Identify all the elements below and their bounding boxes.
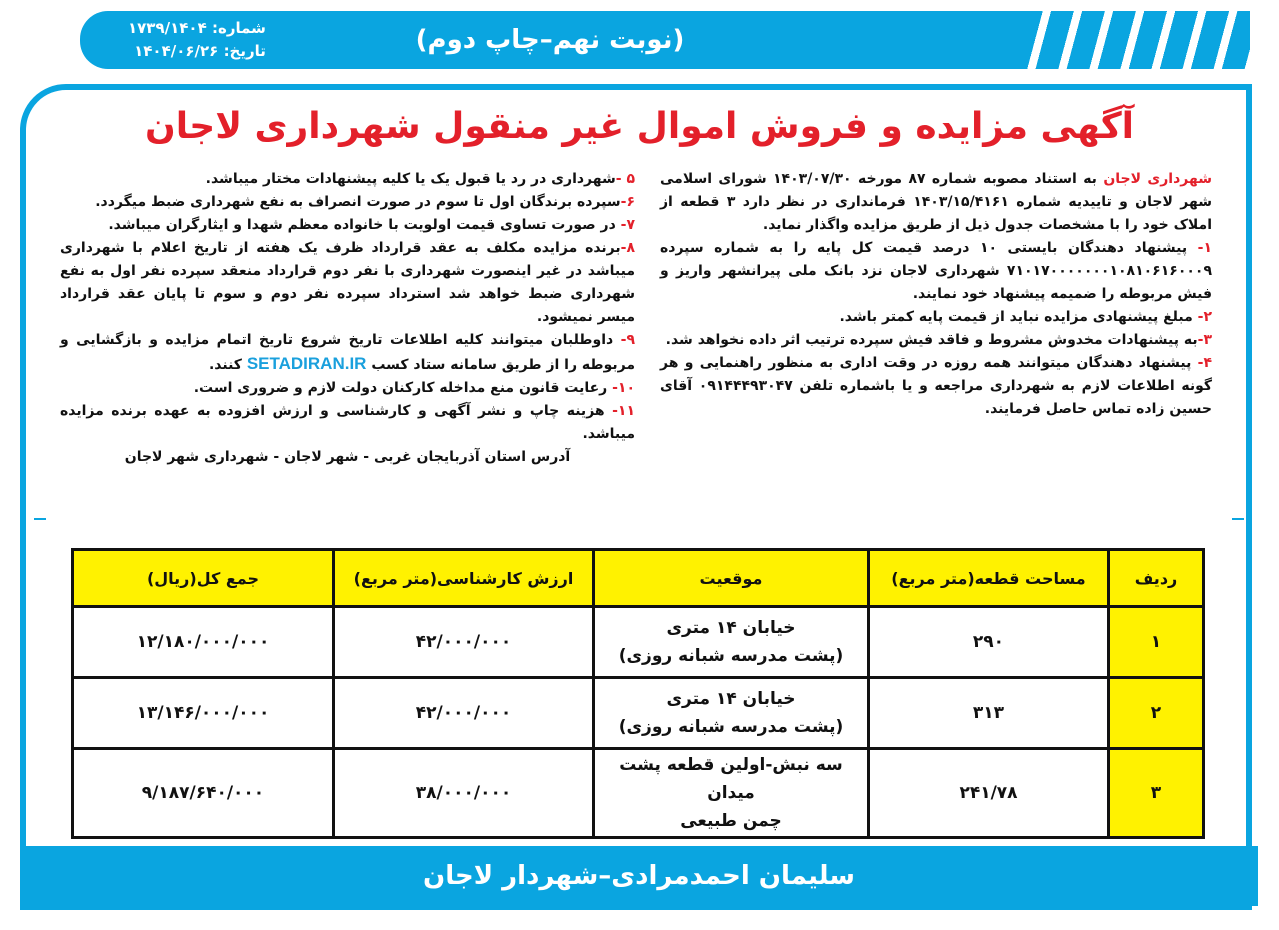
number-label: شماره: xyxy=(211,19,266,37)
area: ۲۴۱/۷۸ xyxy=(869,749,1109,838)
area: ۳۱۳ xyxy=(869,678,1109,749)
condition-item xyxy=(60,400,635,446)
right-column xyxy=(660,168,1212,421)
location-line: (پشت مدرسه شبانه روزی) xyxy=(618,646,844,666)
item-number: ۵ - xyxy=(615,171,635,187)
appraisal-value: ۳۸/۰۰۰/۰۰۰ xyxy=(334,749,594,838)
location-line: چمن طبیعی xyxy=(680,811,782,831)
left-column xyxy=(60,168,635,469)
condition-item xyxy=(60,191,635,214)
item-text: در صورت تساوی قیمت اولویت با خانواده معظم شهدا و ایثارگران میباشد. xyxy=(108,217,621,233)
condition-item xyxy=(60,214,635,237)
item-number: ۹- xyxy=(620,332,635,348)
location xyxy=(594,749,869,838)
col-area: مساحت قطعه(متر مربع) xyxy=(869,550,1109,607)
row-number: ۳ xyxy=(1109,749,1204,838)
appraisal-value: ۴۲/۰۰۰/۰۰۰ xyxy=(334,678,594,749)
date-label: تاریخ: xyxy=(223,42,266,60)
intro-municipality: شهرداری لاجان xyxy=(1103,171,1213,187)
item-text: هزینه چاپ و نشر آگهی و کارشناسی و ارزش افزوده به عهده برنده مزایده میباشد. xyxy=(60,403,635,442)
location-line: خیابان ۱۴ متری xyxy=(666,618,796,638)
condition-item xyxy=(660,306,1212,329)
decorative-stripes xyxy=(1020,11,1250,69)
intro-paragraph xyxy=(660,168,1212,237)
item-text: به پیشنهادات مخدوش مشروط و فاقد فیش سپرده ترتیب اثر داده نخواهد شد. xyxy=(665,332,1198,348)
address: آدرس استان آذربایجان غربی - شهر لاجان - شهرداری شهر لاجان xyxy=(124,449,571,465)
condition-item xyxy=(660,352,1212,421)
frame-tick xyxy=(34,518,46,520)
item-number: ۶- xyxy=(620,194,635,210)
col-row-number: ردیف xyxy=(1109,550,1204,607)
intro-text: به استناد مصوبه شماره ۸۷ مورخه ۱۴۰۳/۰۷/۳۰ شورای اسلامی شهر لاجان و تاییدیه شماره ۱۴۰۳/۱۵/۴۱۶۱ فرمانداری در نظر دارد ۳ قطعه از املاک خود را با مشخصات جدول ذیل از طریق مزایده واگذار نماید. xyxy=(660,171,1212,233)
col-total: جمع کل(ریال) xyxy=(73,550,334,607)
col-location: موقعیت xyxy=(594,550,869,607)
condition-item xyxy=(660,329,1212,352)
properties-table xyxy=(71,548,1205,839)
location-line: (پشت مدرسه شبانه روزی) xyxy=(618,717,844,737)
location xyxy=(594,607,869,678)
condition-item xyxy=(60,168,635,191)
item-number: ۸- xyxy=(620,240,635,256)
mayor-signature: سلیمان احمدمرادی–شهردار لاجان xyxy=(20,846,1258,906)
item-text: کنند. xyxy=(208,357,247,373)
total-value: ۹/۱۸۷/۶۴۰/۰۰۰ xyxy=(73,749,334,838)
item-text: مبلغ پیشنهادی مزایده نباید از قیمت پایه کمتر باشد. xyxy=(839,309,1198,325)
page-title: آگهی مزایده و فروش اموال غیر منقول شهرداری لاجان xyxy=(145,106,1134,147)
item-text: رعایت قانون منع مداخله کارکنان دولت لازم و ضروری است. xyxy=(193,380,613,396)
row-number: ۱ xyxy=(1109,607,1204,678)
item-text: پیشنهاد دهندگان بایستی ۱۰ درصد قیمت کل پایه را به شماره سپرده ۷۱۰۱۷۰۰۰۰۰۰۰۱۰۸۱۰۶۱۶۰۰۰۹ شهرداری لاجان نزد بانک ملی پیرانشهر واریز و فیش مربوطه را ضمیمه پیشنهاد خود نمایند. xyxy=(660,240,1212,302)
item-number: ۲- xyxy=(1197,309,1212,325)
item-number: ۱۱- xyxy=(612,403,635,419)
ad-number: ۱۷۳۹/۱۴۰۴ xyxy=(128,19,207,37)
location-line: سه نبش-اولین قطعه پشت میدان xyxy=(619,755,843,803)
print-round: (نوبت نهم–چاپ دوم) xyxy=(415,25,685,55)
item-number: ۳- xyxy=(1197,332,1212,348)
ad-date: ۱۴۰۴/۰۶/۲۶ xyxy=(134,42,219,60)
location xyxy=(594,678,869,749)
item-number: ۴- xyxy=(1197,355,1212,371)
item-text: پیشنهاد دهندگان میتوانند همه روزه در وقت اداری به منظور راهنمایی و هر گونه اطلاعات لازم به شهرداری مراجعه و یا باشماره تلفن ۰۹۱۴۴۴۹۳۰۴۷ آقای حسین زاده تماس حاصل فرمایند. xyxy=(660,355,1212,417)
condition-item xyxy=(660,237,1212,306)
condition-item xyxy=(60,329,635,377)
row-number: ۲ xyxy=(1109,678,1204,749)
condition-item xyxy=(60,237,635,329)
condition-item xyxy=(60,377,635,400)
item-number: ۱- xyxy=(1197,240,1212,256)
frame-tick xyxy=(1232,518,1244,520)
item-text: برنده مزایده مکلف به عقد قرارداد ظرف یک هفته از تاریخ اعلام با شهرداری میباشد در غیر اینصورت شهرداری با نفر دوم قرارداد منعقد سپرده نفر اول به نفع شهرداری ضبط خواهد شد استرداد سپرده نفر دوم و سوم تا پایان عقد قرارداد میسر نمیشود. xyxy=(60,240,635,325)
col-appraisal: ارزش کارشناسی(متر مربع) xyxy=(334,550,594,607)
total-value: ۱۲/۱۸۰/۰۰۰/۰۰۰ xyxy=(73,607,334,678)
setadiran-link[interactable]: SETADIRAN.IR xyxy=(246,354,367,373)
header-banner xyxy=(80,11,1250,69)
table-row xyxy=(73,678,1204,749)
appraisal-value: ۴۲/۰۰۰/۰۰۰ xyxy=(334,607,594,678)
item-text: شهرداری در رد یا قبول یک یا کلیه پیشنهادات مختار میباشد. xyxy=(205,171,616,187)
item-text: سپرده برندگان اول تا سوم در صورت انصراف به نفع شهرداری ضبط میگردد. xyxy=(95,194,621,210)
item-text: داوطلبان میتوانند کلیه اطلاعات تاریخ شروع تاریخ اتمام مزایده و بازگشایی و مربوطه را از طریق سامانه ستاد کسب xyxy=(60,332,635,373)
location-line: خیابان ۱۴ متری xyxy=(666,689,796,709)
table-row xyxy=(73,749,1204,838)
item-number: ۷- xyxy=(620,217,635,233)
table-header-row xyxy=(73,550,1204,607)
item-number: ۱۰- xyxy=(612,380,635,396)
table-row xyxy=(73,607,1204,678)
total-value: ۱۳/۱۴۶/۰۰۰/۰۰۰ xyxy=(73,678,334,749)
ad-meta xyxy=(128,17,266,63)
area: ۲۹۰ xyxy=(869,607,1109,678)
